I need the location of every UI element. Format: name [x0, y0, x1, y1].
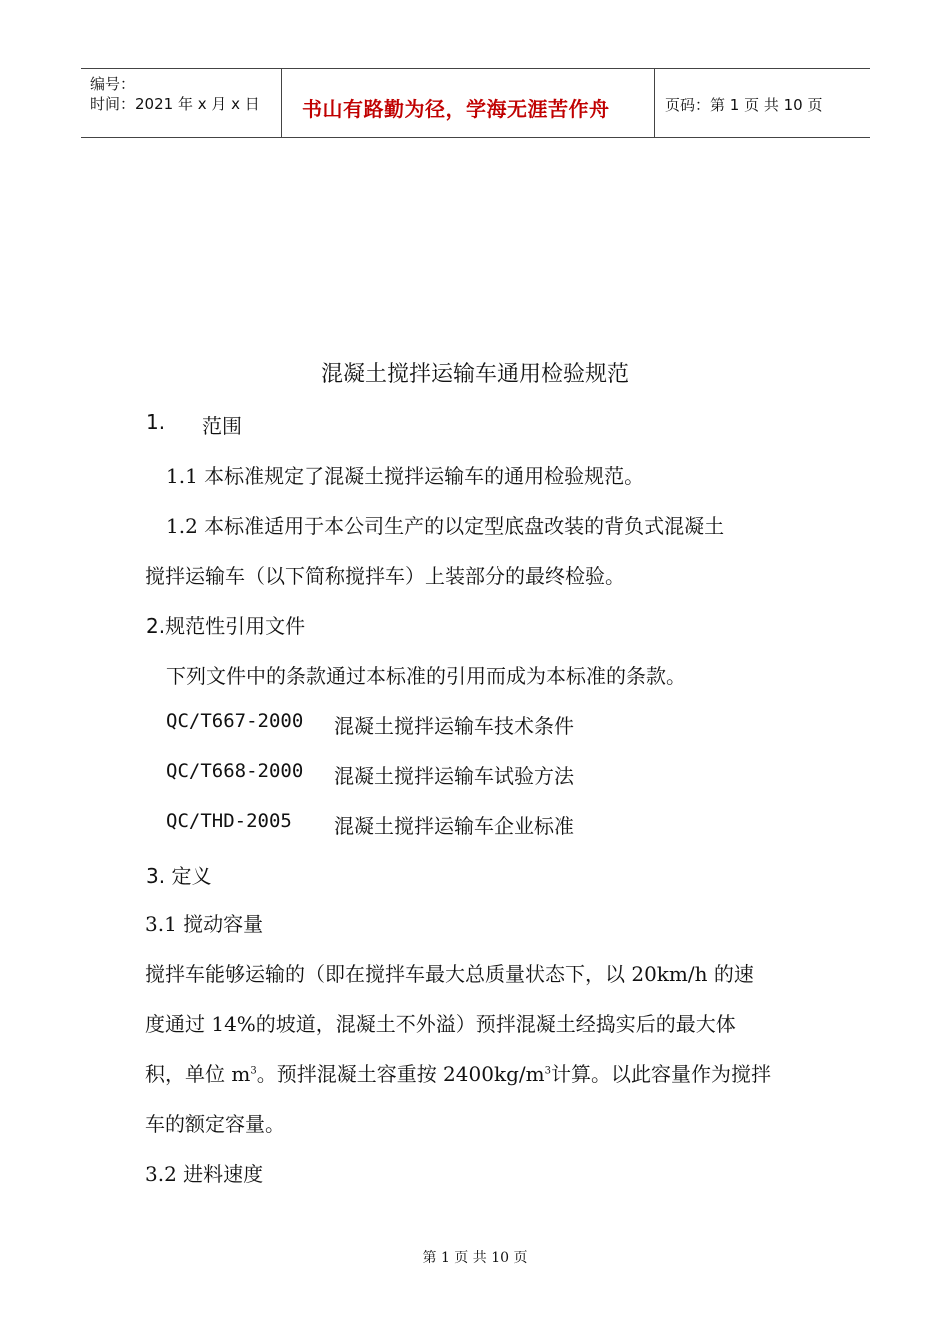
paragraph-3-1-line-1: 搅拌车能够运输的（即在搅拌车最大总质量状态下，以 20km/h 的速 — [145, 962, 754, 986]
page-footer: 第 1 页 共 10 页 — [422, 1250, 528, 1266]
header-page-label: 页码：第 1 页 共 10 页 — [665, 96, 823, 114]
header-motto: 书山有路勤为径，学海无涯苦作舟 — [302, 97, 610, 121]
reference-name: 混凝土搅拌运输车试验方法 — [334, 764, 574, 788]
paragraph-3-1-line-4: 车的额定容量。 — [145, 1112, 285, 1136]
header-table — [81, 68, 870, 138]
document-title: 混凝土搅拌运输车通用检验规范 — [320, 362, 629, 387]
document-time-label: 时间：2021 年 x 月 x 日 — [90, 95, 260, 113]
reference-name: 混凝土搅拌运输车技术条件 — [334, 714, 574, 738]
paragraph-1-2-line-2: 搅拌运输车（以下简称搅拌车）上装部分的最终检验。 — [145, 564, 625, 588]
superscript-cubic: 3 — [544, 1065, 551, 1077]
section-3-2-title: 3.2 进料速度 — [145, 1162, 264, 1186]
header-info-cell — [81, 69, 282, 137]
section-1-number: 1. — [146, 410, 166, 434]
reference-name: 混凝土搅拌运输车企业标准 — [334, 814, 574, 838]
paragraph-3-1-line-2: 度通过 14%的坡道，混凝土不外溢）预拌混凝土经捣实后的最大体 — [145, 1012, 736, 1036]
section-3-1-title: 3.1 搅动容量 — [145, 912, 264, 936]
document-number-label: 编号： — [90, 75, 136, 93]
section-1-title: 范围 — [202, 414, 242, 438]
section-3-title: 3. 定义 — [146, 864, 212, 888]
section-2-title: 2.规范性引用文件 — [146, 614, 306, 638]
superscript-cubic: 3 — [250, 1065, 257, 1077]
reference-code: QC/T667-2000 — [166, 710, 304, 732]
reference-code: QC/T668-2000 — [166, 760, 304, 782]
header-page-cell — [655, 69, 870, 137]
paragraph-2-intro: 下列文件中的条款通过本标准的引用而成为本标准的条款。 — [166, 664, 686, 688]
reference-code: QC/THD-2005 — [166, 810, 292, 832]
header-motto-cell — [282, 69, 655, 137]
paragraph-1-2-line-1: 1.2 本标准适用于本公司生产的以定型底盘改装的背负式混凝土 — [166, 514, 725, 538]
paragraph-1-1: 1.1 本标准规定了混凝土搅拌运输车的通用检验规范。 — [166, 464, 645, 488]
paragraph-3-1-line-3: 积，单位 $m^3$。预拌混凝土容重按 $2400kg/m^3$计算。以此容量作为搅拌 — [145, 1062, 771, 1086]
